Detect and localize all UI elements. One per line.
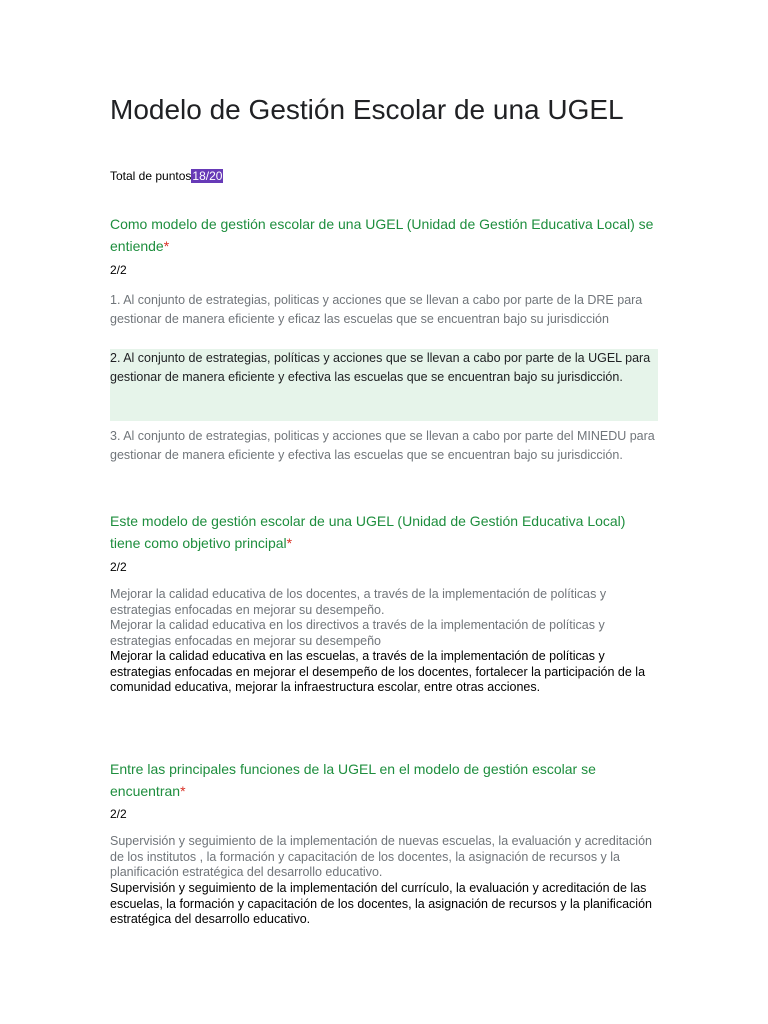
question-1-option-1: 1. Al conjunto de estrategias, politicas y acciones que se llevan a cabo por parte de la DRE para gestionar de manera eficiente y eficaz las escuelas que se encuentran bajo su jurisdicción bbox=[110, 293, 643, 326]
required-mark: * bbox=[286, 535, 293, 551]
question-2-option-1: Mejorar la calidad educativa de los docentes, a través de la implementación de políticas y estrategias enfocadas en mejorar su desempeño. bbox=[110, 587, 607, 617]
question-1-label: Como modelo de gestión escolar de una UGEL (Unidad de Gestión Educativa Local) se entiende bbox=[110, 216, 654, 254]
required-mark: * bbox=[163, 238, 170, 254]
question-1-option-2-correct: 2. Al conjunto de estrategias, políticas y acciones que se llevan a cabo por parte de la UGEL para gestionar de manera eficiente y efectiva las escuelas que se encuentran bajo su jurisdicción. bbox=[110, 349, 658, 421]
question-2-label: Este modelo de gestión escolar de una UGEL (Unidad de Gestión Educativa Local) tiene como objetivo principal bbox=[110, 513, 626, 551]
total-score-badge: 18/20 bbox=[192, 169, 223, 183]
question-1-text bbox=[110, 213, 658, 257]
page-title: Modelo de Gestión Escolar de una UGEL bbox=[110, 94, 624, 125]
question-1-points: 2/2 bbox=[110, 263, 127, 277]
question-3-points: 2/2 bbox=[110, 807, 127, 821]
question-1-option-3: 3. Al conjunto de estrategias, politicas y acciones que se llevan a cabo por parte del MINEDU para gestionar de manera eficiente y efectiva las escuelas que se encuentran bajo su jurisdicción. bbox=[110, 429, 655, 462]
required-mark: * bbox=[180, 783, 186, 799]
question-2-text bbox=[110, 510, 658, 554]
total-points-label: Total de puntos bbox=[110, 169, 192, 183]
question-2-option-2: Mejorar la calidad educativa en los directivos a través de la implementación de políticas y estrategias enfocadas en mejorar su desempeño bbox=[110, 618, 605, 648]
question-3-option-2-selected: Supervisión y seguimiento de la implementación del currículo, la evaluación y acreditación de las escuelas, la formación y capacitación de los docentes, la asignación de recursos y la planificación estratégica del desarrollo educativo. bbox=[110, 881, 652, 926]
question-3-text bbox=[110, 758, 658, 802]
question-2-option-3-selected: Mejorar la calidad educativa en las escuelas, a través de la implementación de políticas y estrategias enfocadas en mejorar el desempeño de los docentes, fortalecer la participación de la comunidad educativa, mejorar la infraestructura escolar, entre otras acciones. bbox=[110, 649, 646, 694]
total-points bbox=[110, 168, 223, 184]
question-3-option-1: Supervisión y seguimiento de la implementación de nuevas escuelas, la evaluación y acreditación de los institutos , la formación y capacitación de los docentes, la asignación de recursos y la planificación estratégica del desarrollo educativo. bbox=[110, 834, 652, 879]
question-3-label: Entre las principales funciones de la UGEL en el modelo de gestión escolar se encuentran bbox=[110, 761, 596, 799]
question-2-points: 2/2 bbox=[110, 560, 127, 574]
